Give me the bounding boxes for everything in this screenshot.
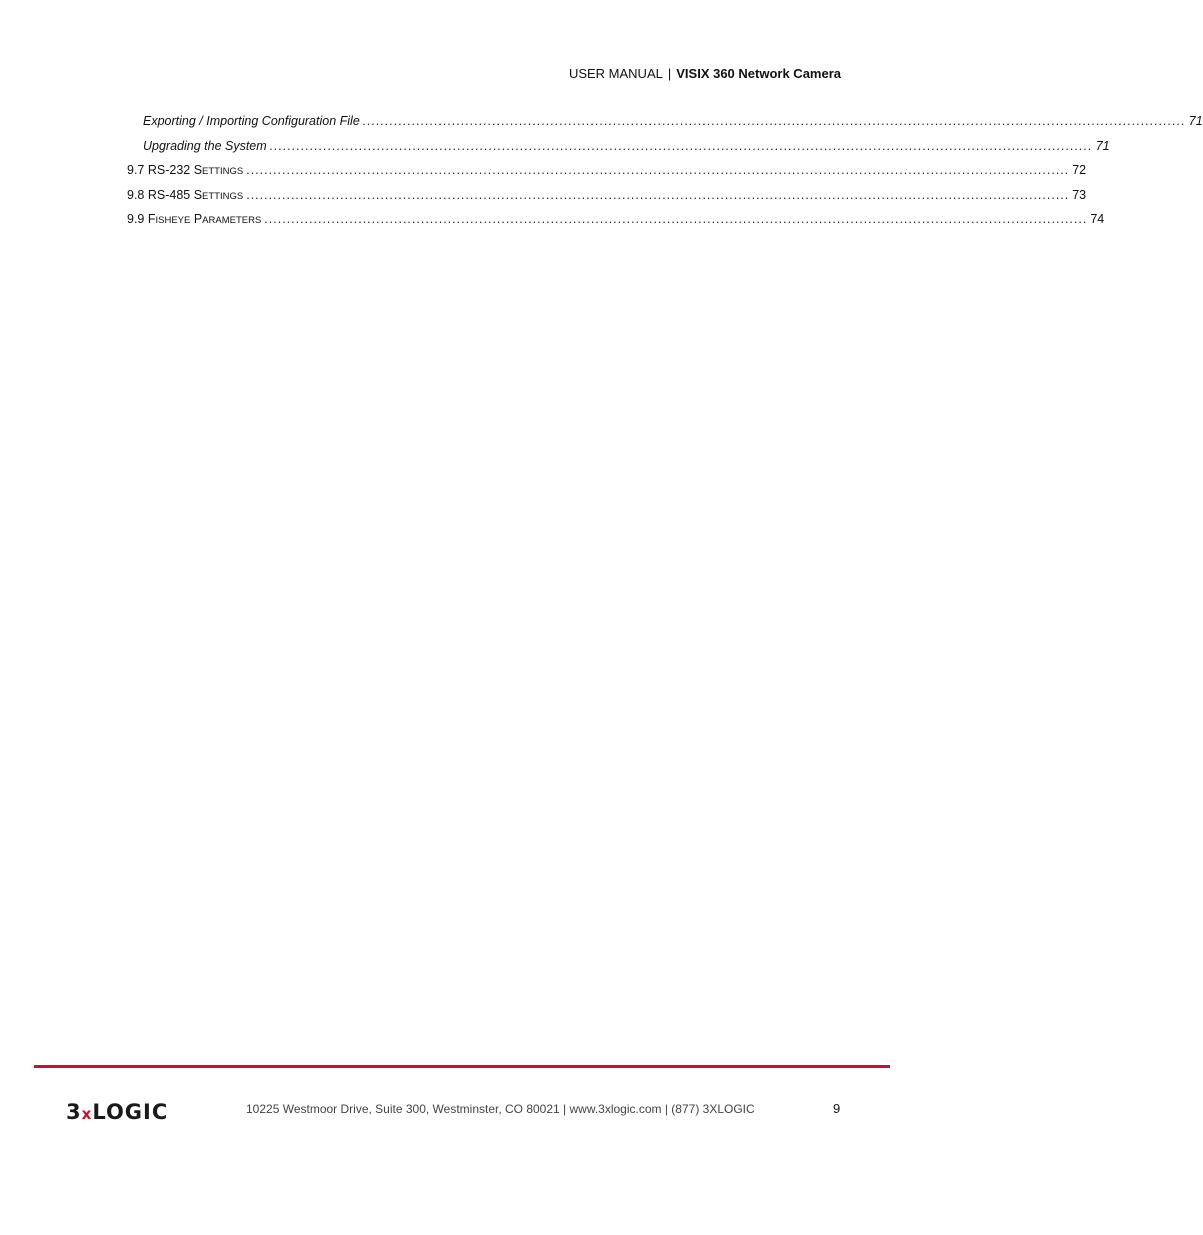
toc-entry-rs232-settings[interactable] [127,163,1087,188]
toc-leader: ........................................................................................................................................................................................ [362,114,1186,128]
toc-entry-title: Upgrading the System [143,138,267,153]
toc-entry-exporting-importing[interactable] [127,114,1203,139]
footer-divider [34,1065,890,1068]
product-name: VISIX 360 Network Camera [676,66,841,81]
toc-entry-fisheye-parameters[interactable] [127,212,1105,237]
toc-entry-page: 73 [1072,187,1087,202]
toc-leader: ........................................................................................................................................................................................ [246,187,1070,202]
toc-entry-title: 9.9 FISHEYE PARAMETERS [127,212,262,226]
company-logo: 3xLOGIC [66,1100,169,1124]
header-separator: | [667,66,672,81]
toc-entry-rs485-settings[interactable] [127,187,1087,213]
toc-entry-page: 71 [1095,138,1110,153]
footer-address: 10225 Westmoor Drive, Suite 300, Westminster, CO 80021 | www.3xlogic.com | (877) 3XLOGIC [246,1102,755,1116]
toc-entry-title: Exporting / Importing Configuration File [143,114,360,128]
toc-leader: ........................................................................................................................................................................................ [264,212,1088,226]
toc-entry-title: 9.7 RS-232 SETTINGS [127,163,244,177]
toc-leader: ........................................................................................................................................................................................ [269,138,1093,153]
toc-leader: ........................................................................................................................................................................................ [246,163,1070,177]
toc-entry-page: 71 [1188,114,1203,128]
toc-entry-title: 9.8 RS-485 SETTINGS [127,187,244,202]
manual-label: USER MANUAL [568,66,663,81]
toc-entry-page: 74 [1090,212,1105,226]
page-number: 9 [833,1101,841,1116]
toc-entry-page: 72 [1072,163,1087,177]
toc-entry-upgrading-system[interactable] [127,138,1110,164]
table-of-contents [127,114,1203,237]
running-header [569,66,841,81]
